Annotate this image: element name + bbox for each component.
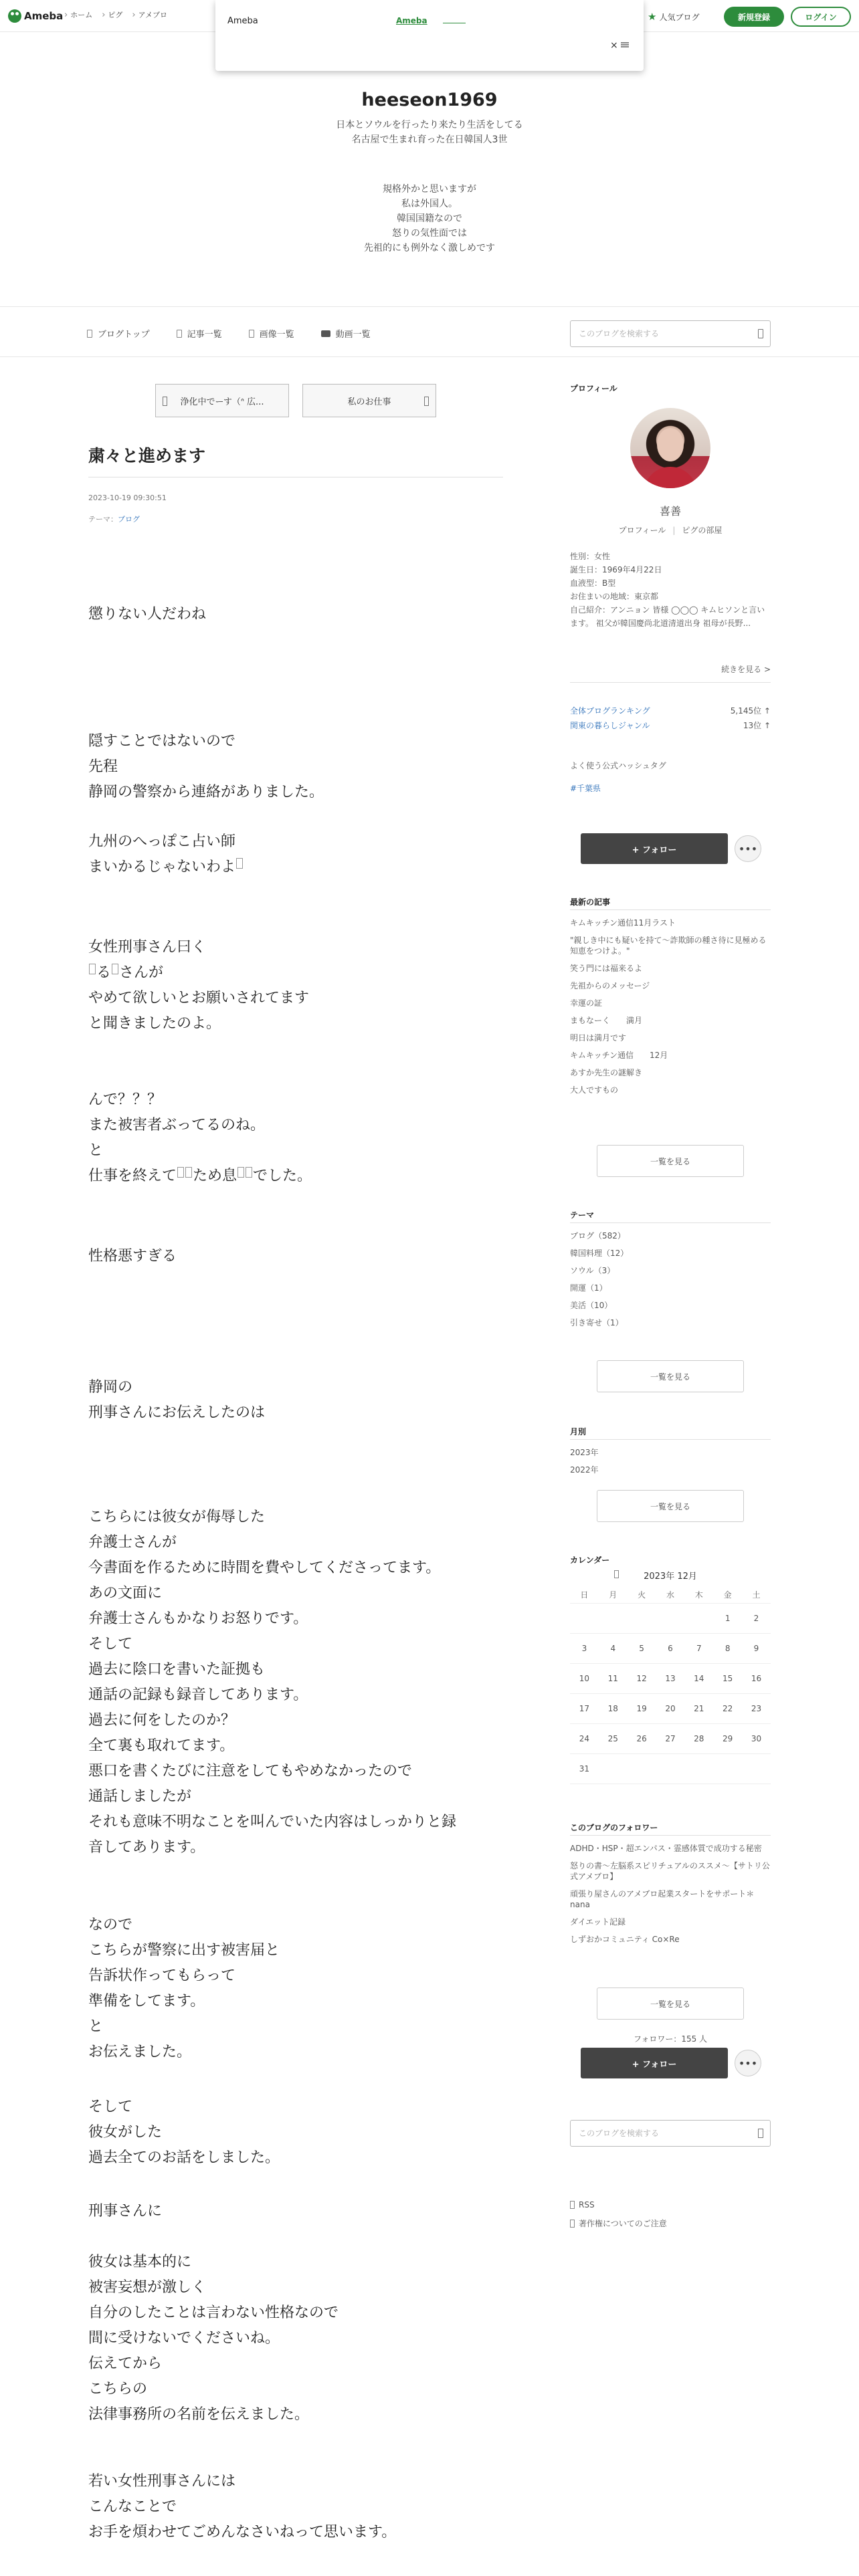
paragraph: なので こちらが警察に出す被害届と 告訴状作ってもらって 準備をしてます。 と お伝えました。 <box>88 1917 280 2060</box>
paragraph: 静岡の 刑事さんにお伝えしたのは <box>88 1379 266 1421</box>
paragraph: んで？？？ また被害者ぶってるのね。 と 仕事を終えて ため息 でした。 <box>88 1091 312 1184</box>
recent-list-button[interactable]: 一覧を見る <box>597 1145 744 1177</box>
blog-search-input[interactable]: このブログを検索する <box>570 320 771 347</box>
list-item[interactable]: キムキッチン通信11月ラスト <box>570 918 676 928</box>
hashtag-heading: よく使う公式ハッシュタグ <box>570 761 666 770</box>
nav-entry-list[interactable]: 記事一覧 <box>177 327 222 340</box>
paragraph: こちらには彼女が侮辱した 弁護士さんが 今書面を作るために時間を費やしてくださってます。 あの文面に 弁護士さんもかなりお怒りです。 そして 過去に陰口を書いた証拠も 通話の記録も録音してあります。 過去に何をしたのか？ 全て裏も取れてます。 悪口を書くたびに注意をしてもやめなかったので 通話しましたが それも意味不明なことを叫んでいた内容はしっかりと録 音してあります。 <box>88 1509 457 1856</box>
blog-title[interactable]: heeseon1969 <box>361 90 498 110</box>
list-item[interactable]: 2022年 <box>570 1465 599 1475</box>
ad-banner <box>215 0 644 71</box>
ad-link[interactable]: Ameba <box>396 16 427 25</box>
ranking-overall[interactable]: 全体ブログランキング 5,145位 ↑ <box>570 706 771 716</box>
emoji-image <box>236 858 243 869</box>
blog-description-2: 規格外かと思いますが 私は外国人。 韓国国籍なので 怒りの気性面では 先祖的にも例外なく激しめです <box>364 184 495 253</box>
follower-count: フォロワー：155 人 <box>633 2034 708 2044</box>
chevron-right-icon <box>424 397 429 406</box>
list-item[interactable]: 開運（1） <box>570 1283 607 1293</box>
list-item[interactable]: 先祖からのメッセージ <box>570 981 650 990</box>
ranking-genre[interactable]: 関東の暮らしジャンル 13位 ↑ <box>570 721 771 730</box>
list-item[interactable]: 笑う門には福来るよ <box>570 964 643 973</box>
divider <box>570 1835 771 1836</box>
rss-link[interactable]: RSS <box>570 2200 595 2210</box>
list-item[interactable]: 2023年 <box>570 1448 599 1457</box>
entry-title[interactable]: 粛々と進めます <box>88 446 206 465</box>
list-item[interactable]: ブログ（582） <box>570 1231 626 1241</box>
hashtag-link[interactable]: #千葉県 <box>570 784 601 793</box>
paragraph: 隠すことではないので 先程 静岡の警察から連絡がありました。 <box>88 733 324 800</box>
paragraph: 刑事さんに <box>88 2203 163 2220</box>
ameba-logo[interactable] <box>8 8 63 24</box>
followers-heading: このブログのフォロワー <box>570 1823 658 1832</box>
list-item[interactable]: 美活（10） <box>570 1301 613 1310</box>
next-entry-button[interactable]: 私のお仕事 <box>302 384 436 417</box>
nav-image-list[interactable]: 画像一覧 <box>249 327 294 340</box>
list-item[interactable]: キムキッチン通信 12月 <box>570 1051 668 1060</box>
nav-blog-top[interactable]: ブログトップ <box>87 327 150 340</box>
theme-heading: テーマ <box>570 1210 595 1220</box>
copyright-link[interactable]: 著作権についてのご注意 <box>570 2218 667 2229</box>
global-nav <box>64 9 167 20</box>
login-button[interactable]: ログイン <box>791 7 851 27</box>
chevron-left-icon <box>163 397 167 406</box>
list-item[interactable]: 大人ですもの <box>570 1085 619 1095</box>
star-icon: ★ <box>648 11 657 23</box>
calendar-heading: カレンダー <box>570 1555 610 1565</box>
month-list <box>570 1447 771 1482</box>
list-item[interactable]: ADHD・HSP・超エンパス・霊感体質で成功する秘密 <box>570 1844 762 1853</box>
profile-links: プロフィール | ピグの部屋 <box>618 526 723 535</box>
popular-label: 人気ブログ <box>659 12 700 22</box>
nav-ameblo[interactable]: › アメブロ <box>132 9 167 20</box>
month-list-button[interactable]: 一覧を見る <box>597 1490 744 1522</box>
home-icon <box>87 330 92 338</box>
video-icon <box>321 330 330 337</box>
paragraph: 彼女は基本的に 被害妄想が激しく 自分のしたことは言わない性格なので 間に受けないでくださいね。 伝えてから こちらの 法律事務所の名前を伝えました。 <box>88 2254 339 2423</box>
calendar-grid: 日 月 火 水 木 金 土 1 2 3 4 5 6 7 8 9 10 11 12 13 14 15 16 17 18 19 20 21 22 23 24 25 26 27 28 29 30 31 <box>570 1586 771 1784</box>
blog-nav <box>0 306 859 357</box>
theme-link[interactable]: ブログ <box>118 515 140 524</box>
image-icon <box>249 330 254 338</box>
list-item[interactable]: 頑張り屋さんのアメブロ起業スタートをサポート＊nana <box>570 1889 755 1909</box>
nav-pigg[interactable]: › ピグ <box>102 9 122 20</box>
pigg-room-link[interactable]: ピグの部屋 <box>682 526 723 535</box>
close-icon[interactable]: × <box>610 40 618 51</box>
frog-icon <box>8 9 21 23</box>
follow-button[interactable]: + フォロー <box>581 833 728 864</box>
ad-menu-icon[interactable] <box>621 42 629 47</box>
emoji-image <box>89 964 96 974</box>
list-item[interactable]: ダイエット記録 <box>570 1917 626 1927</box>
theme-list-button[interactable]: 一覧を見る <box>597 1360 744 1392</box>
chevron-left-icon[interactable] <box>614 1570 619 1578</box>
paragraph: 九州のへっぽこ占い師 まいかるじゃないわよ <box>88 829 503 880</box>
profile-name[interactable]: 喜善 <box>659 505 681 518</box>
logo-text: Ameba <box>24 10 64 22</box>
calendar-title: 2023年 12月 <box>570 1569 771 1582</box>
search-icon[interactable] <box>758 2129 763 2138</box>
list-item[interactable]: ソウル（3） <box>570 1266 615 1275</box>
list-item[interactable]: 韓国料理（12） <box>570 1249 629 1258</box>
more-options-button[interactable]: ••• <box>735 2050 761 2076</box>
list-item[interactable]: 引き寄せ（1） <box>570 1318 624 1327</box>
emoji-image <box>237 1167 244 1178</box>
divider <box>570 1222 771 1223</box>
profile-link[interactable]: プロフィール <box>618 526 666 535</box>
prev-entry-button[interactable]: 浄化中でーす（ᐢ 広... <box>155 384 289 417</box>
nav-video-list[interactable]: 動画一覧 <box>321 327 371 340</box>
paragraph: 懲りない人だわね <box>88 606 207 623</box>
divider <box>570 1439 771 1440</box>
list-item[interactable]: 怒りの書〜左脳系スピリチュアルのススメ〜【サトリ公式アメブロ】 <box>570 1861 770 1881</box>
rss-icon <box>570 2201 575 2209</box>
sidebar-search-input[interactable]: このブログを検索する <box>570 2120 771 2147</box>
profile-info: 性別：女性 誕生日：1969年4月22日 血液型：B型 お住まいの地域：東京都 自己紹介：アンニョン 皆様 ◯◯◯ キムヒソンと言います。 祖父が韓国慶尚北道清道出身 祖母が長野... <box>570 552 765 628</box>
list-item[interactable]: まもなーく 満月 <box>570 1016 643 1025</box>
follower-list <box>570 1843 771 1951</box>
theme-list <box>570 1230 771 1335</box>
recent-list <box>570 918 771 1102</box>
monthly-heading: 月別 <box>570 1427 587 1436</box>
list-item[interactable]: 明日は満月です <box>570 1033 627 1043</box>
avatar[interactable] <box>630 408 710 488</box>
ad-brand: Ameba <box>227 16 258 26</box>
paragraph: 女性刑事さん曰く る さんが やめて欲しいとお願いされてます と聞きましたのよ。 <box>88 939 310 1032</box>
blog-description: 日本とソウルを行ったり来たり生活をしてる 名古屋で生まれ育った在日韓国人3世 <box>336 120 523 145</box>
emoji-image <box>112 964 118 974</box>
entry-theme: テーマ：ブログ <box>88 515 140 524</box>
paragraph: 若い女性刑事さんには こんなことで お手を煩わせてごめんなさいねって思います。 <box>88 2473 397 2541</box>
divider <box>570 909 771 910</box>
recent-heading: 最新の記事 <box>570 897 611 907</box>
list-item[interactable]: "親しき中にも疑いを持て〜詐欺師の種さ待に見極める知恵をつけよ。" <box>570 936 767 956</box>
follower-list-button[interactable]: 一覧を見る <box>597 1988 744 2020</box>
list-item[interactable]: あすか先生の謎解き <box>570 1068 643 1077</box>
emoji-image <box>246 1167 252 1178</box>
paragraph: 性格悪すぎる <box>88 1248 177 1265</box>
divider <box>570 682 771 683</box>
popular-blog-link[interactable] <box>648 11 699 23</box>
profile-heading: プロフィール <box>570 384 617 393</box>
list-item[interactable]: 幸運の証 <box>570 998 603 1008</box>
paragraph: そして 彼女がした 過去全てのお話をしました。 <box>88 2099 280 2166</box>
entry-date: 2023-10-19 09:30:51 <box>88 494 167 502</box>
read-more-link[interactable]: 続きを見る > <box>721 665 771 674</box>
info-icon <box>570 2220 575 2228</box>
list-item[interactable]: しずおかコミュニティ Co×Re <box>570 1935 680 1944</box>
emoji-image <box>185 1167 192 1178</box>
list-icon <box>177 330 182 338</box>
search-icon[interactable] <box>758 329 763 338</box>
register-button[interactable]: 新規登録 <box>724 7 784 27</box>
emoji-image <box>177 1167 184 1178</box>
nav-home[interactable]: › ホーム <box>64 9 92 20</box>
follow-button[interactable]: + フォロー <box>581 2048 728 2078</box>
more-options-button[interactable]: ••• <box>735 835 761 862</box>
